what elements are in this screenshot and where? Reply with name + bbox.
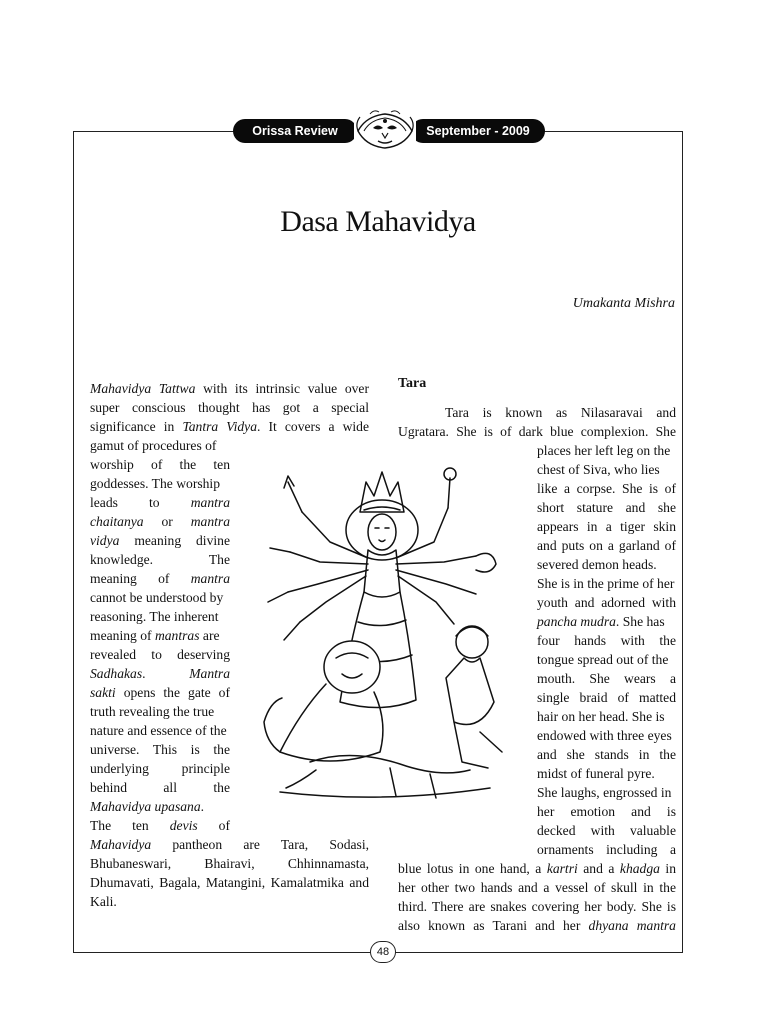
right-column-text-line: Tara is known as Nilasaravai and (445, 405, 676, 420)
right-column-text-line: single braid of matted (537, 690, 676, 705)
left-column-text-line: leads to mantra (90, 495, 230, 510)
right-column-text-line: Ugratara. She is of dark blue complexion. She (398, 424, 676, 439)
issue-date-badge: September - 2009 (411, 119, 545, 143)
left-column-text-line: meaning of mantra (90, 571, 230, 586)
left-column-text-line: Mahavidya upasana. (90, 799, 205, 814)
right-column-text-line: pancha mudra. She has (537, 614, 665, 629)
left-column-text-line: super conscious thought has got a special (90, 400, 369, 415)
left-column-text-line: Bhubaneswari, Bhairavi, Chhinnamasta, (90, 856, 369, 871)
left-column-text-line: Sadhakas. Mantra (90, 666, 230, 681)
article-title: Dasa Mahavidya (280, 205, 476, 238)
left-column-text-line: universe. This is the (90, 742, 230, 757)
right-column-text-line: her other two hands and a vessel of skull in the (398, 880, 676, 895)
right-column-text-line: also known as Tarani and her dhyana mantra (398, 918, 676, 933)
left-column-text-line: vidya meaning divine (90, 533, 230, 548)
durga-illustration (240, 452, 524, 808)
right-column-text-line: mouth. She wears a (537, 671, 676, 686)
right-column-text-line: She is in the prime of her (537, 576, 675, 591)
right-column-text-line: like a corpse. She is of (537, 481, 676, 496)
left-column-text-line: meaning of mantras are (90, 628, 220, 643)
left-column-text-line: Mahavidya pantheon are Tara, Sodasi, (90, 837, 369, 852)
left-column-text-line: underlying principle (90, 761, 230, 776)
left-column-text-line: gamut of procedures of (90, 438, 217, 453)
left-column-text-line: knowledge. The (90, 552, 230, 567)
left-column-text-line: sakti opens the gate of (90, 685, 230, 700)
left-column-text-line: truth revealing the true (90, 704, 215, 719)
left-column-text-line: Mahavidya Tattwa with its intrinsic value over (90, 381, 369, 396)
right-column-text-line: midst of funeral pyre. (537, 766, 655, 781)
section-heading-tara: Tara (398, 376, 427, 391)
left-column-text-line: cannot be understood by (90, 590, 224, 605)
right-column-text-line: chest of Siva, who lies (537, 462, 660, 477)
right-column-text-line: appears in a tiger skin (537, 519, 676, 534)
left-column-text-line: significance in Tantra Vidya. It covers a wide (90, 419, 369, 434)
right-column-text-line: tongue spread out of the (537, 652, 669, 667)
right-column-text-line: places her left leg on the (537, 443, 671, 458)
right-column-text-line: blue lotus in one hand, a kartri and a khadga in (398, 861, 676, 876)
left-column-text-line: nature and essence of the (90, 723, 227, 738)
article-author: Umakanta Mishra (572, 296, 675, 311)
right-column-text-line: and puts on a garland of (537, 538, 676, 553)
right-column-text-line: She laughs, engrossed in (537, 785, 672, 800)
right-column-text-line: ornaments including a (537, 842, 676, 857)
left-column-text-line: revealed to deserving (90, 647, 230, 662)
right-column-text-line: short stature and she (537, 500, 676, 515)
right-column-text-line: third. There are snakes covering her body. She is (398, 899, 676, 914)
journal-name-badge: Orissa Review (233, 119, 357, 143)
page-number: 48 (370, 941, 396, 963)
right-column-text-line: endowed with three eyes (537, 728, 672, 743)
left-column-text-line: Dhumavati, Bagala, Matangini, Kamalatmika and (90, 875, 369, 890)
left-column-text-line: behind all the (90, 780, 230, 795)
right-column-text-line: severed demon heads. (537, 557, 657, 572)
right-column-text-line: decked with valuable (537, 823, 676, 838)
left-column-text-line: The ten devis of (90, 818, 230, 833)
right-column-text-line: four hands with the (537, 633, 676, 648)
right-column-text-line: youth and adorned with (537, 595, 676, 610)
left-column-text-line: Kali. (90, 894, 117, 909)
left-column-text-line: reasoning. The inherent (90, 609, 219, 624)
left-column-text-line: goddesses. The worship (90, 476, 221, 491)
right-column-text-line: her emotion and is (537, 804, 676, 819)
left-column-text-line: worship of the ten (90, 457, 230, 472)
left-column-text-line: chaitanya or mantra (90, 514, 230, 529)
right-column-text-line: and she stands in the (537, 747, 676, 762)
right-column-text-line: hair on her head. She is (537, 709, 665, 724)
goddess-face-emblem-icon (354, 108, 416, 154)
